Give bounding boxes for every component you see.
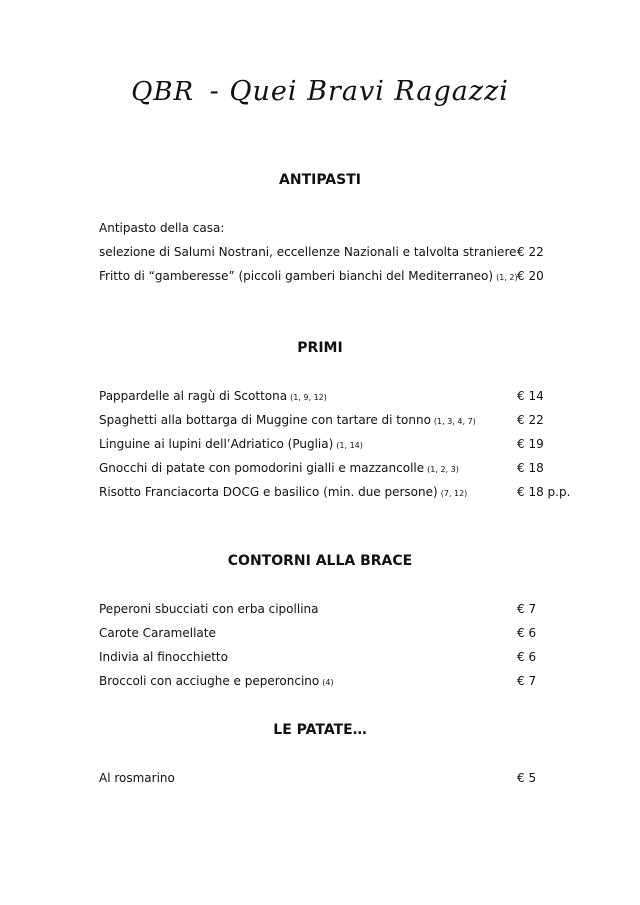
menu-item <box>99 268 579 284</box>
item-price: € 18 <box>517 461 544 475</box>
restaurant-name: Quei Bravi Ragazzi <box>229 76 509 107</box>
item-name: selezione di Salumi Nostrani, eccellenze Nazionali e talvolta straniere <box>99 245 517 259</box>
item-name: Indivia al finocchietto <box>99 650 228 664</box>
item-price: € 5 <box>517 771 537 785</box>
menu-item <box>99 412 579 428</box>
title-separator: - <box>209 76 220 107</box>
item-name: Spaghetti alla bottarga di Muggine con tartare di tonno <box>99 413 431 427</box>
item-name: Risotto Franciacorta DOCG e basilico (min. due persone) <box>99 485 438 499</box>
menu-item <box>99 649 579 665</box>
item-allergens: (1, 2) <box>496 273 518 282</box>
item-name: Peperoni sbucciati con erba cipollina <box>99 602 319 616</box>
item-price: € 20 <box>517 269 544 283</box>
item-allergens: (1, 14) <box>336 441 363 450</box>
item-allergens: (7, 12) <box>440 489 468 498</box>
menu-item <box>99 436 579 452</box>
item-price: € 6 <box>517 626 537 640</box>
item-price: € 22 <box>517 245 544 259</box>
menu-item <box>99 388 579 404</box>
section-heading: ANTIPASTI <box>279 172 361 188</box>
menu-item <box>99 460 579 476</box>
item-price: € 7 <box>517 602 537 616</box>
section-heading: PRIMI <box>297 340 343 356</box>
item-name: Fritto di “gamberesse” (piccoli gamberi bianchi del Mediterraneo) <box>99 269 494 283</box>
menu-item <box>99 484 579 500</box>
item-price: € 18 p.p. <box>517 485 571 499</box>
section-heading: CONTORNI ALLA BRACE <box>227 553 413 569</box>
item-allergens: (1, 3, 4, 7) <box>433 417 476 426</box>
item-name: Antipasto della casa: <box>99 221 225 235</box>
menu-item <box>99 601 579 617</box>
item-name: Carote Caramellate <box>99 626 216 640</box>
menu-item <box>99 673 579 689</box>
menu-item <box>99 625 579 641</box>
item-name: Al rosmarino <box>99 771 175 785</box>
menu-item <box>99 244 579 260</box>
section-heading: LE PATATE… <box>273 722 367 738</box>
item-allergens: (4) <box>322 678 334 687</box>
restaurant-title <box>0 76 640 107</box>
menu-item <box>99 770 579 786</box>
item-name: Gnocchi di patate con pomodorini gialli e mazzancolle <box>99 461 425 475</box>
item-price: € 14 <box>517 389 544 403</box>
item-allergens: (1, 9, 12) <box>290 393 327 402</box>
item-allergens: (1, 2, 3) <box>427 465 459 474</box>
item-name: Pappardelle al ragù di Scottona <box>99 389 288 403</box>
item-price: € 6 <box>517 650 537 664</box>
item-price: € 7 <box>517 674 537 688</box>
item-name: Linguine ai lupini dell’Adriatico (Puglia) <box>99 437 334 451</box>
menu-item <box>99 220 579 236</box>
item-price: € 19 <box>517 437 544 451</box>
logo: QBR <box>131 77 195 107</box>
item-price: € 22 <box>517 413 544 427</box>
item-name: Broccoli con acciughe e peperoncino <box>99 674 320 688</box>
